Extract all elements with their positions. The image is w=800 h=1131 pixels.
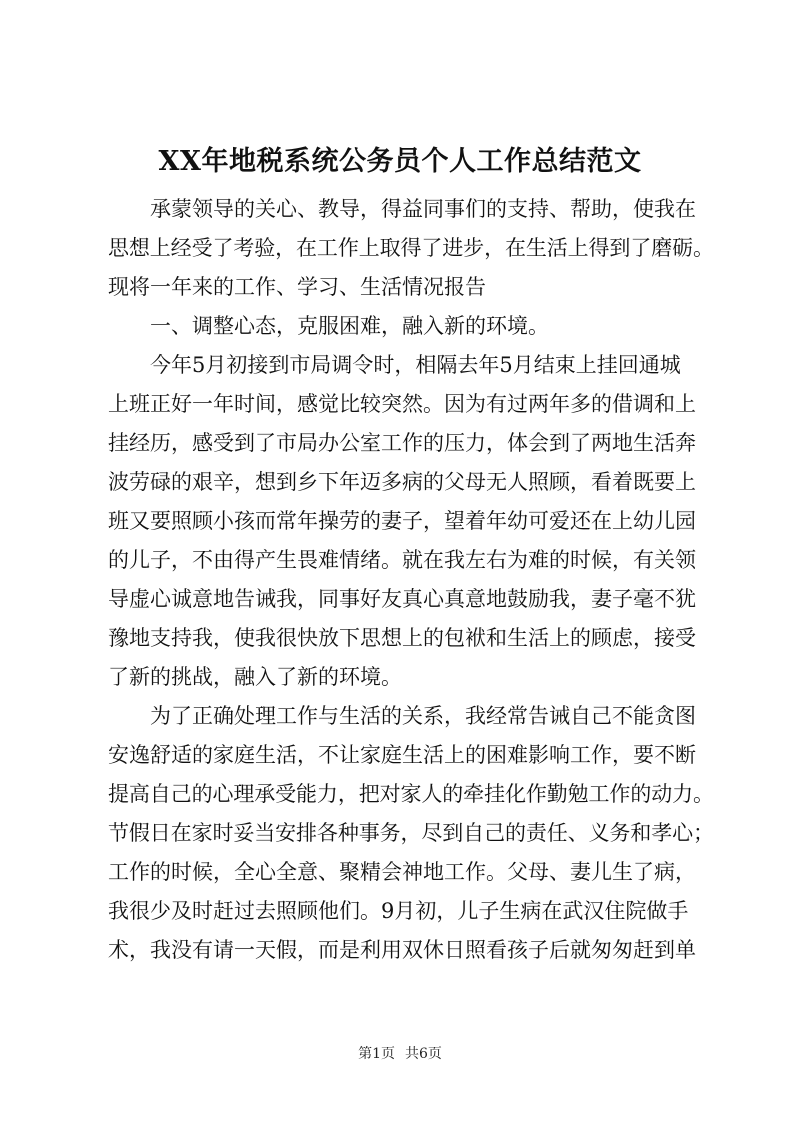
body-line: 节假日在家时妥当安排各种事务，尽到自己的责任、义务和孝心； (108, 821, 714, 845)
page-footer (0, 1044, 800, 1064)
body-line: 班又要照顾小孩而常年操劳的妻子，望着年幼可爱还在上幼儿园 (108, 509, 696, 533)
body-line: 今年5月初接到市局调令时，相隔去年5月结束上挂回通城 (108, 353, 681, 377)
document-title: XX年地税系统公务员个人工作总结范文 (158, 146, 642, 177)
body-line: 一、调整心态，克服困难，融入新的环境。 (108, 314, 549, 338)
body-line: 上班正好一年时间，感觉比较突然。因为有过两年多的借调和上 (108, 392, 696, 416)
body-line: 我很少及时赶过去照顾他们。9月初，儿子生病在武汉住院做手 (108, 899, 689, 923)
body-line: 承蒙领导的关心、教导，得益同事们的支持、帮助，使我在 (108, 197, 696, 221)
body-line: 工作的时候，全心全意、聚精会神地工作。父母、妻儿生了病， (108, 860, 696, 884)
document-body (108, 190, 714, 970)
page-number: 第1页 (358, 1046, 395, 1062)
body-line: 导虚心诚意地告诫我，同事好友真心真意地鼓励我，妻子毫不犹 (108, 587, 696, 611)
body-line: 提高自己的心理承受能力，把对家人的牵挂化作勤勉工作的动力。 (108, 782, 714, 806)
body-line: 的儿子，不由得产生畏难情绪。就在我左右为难的时候，有关领 (108, 548, 696, 572)
body-line: 挂经历，感受到了市局办公室工作的压力，体会到了两地生活奔 (108, 431, 696, 455)
page-total: 共6页 (405, 1046, 442, 1062)
body-line: 现将一年来的工作、学习、生活情况报告 (108, 275, 486, 299)
body-line: 豫地支持我，使我很快放下思想上的包袱和生活上的顾虑，接受 (108, 626, 696, 650)
body-line: 安逸舒适的家庭生活，不让家庭生活上的困难影响工作，要不断 (108, 743, 696, 767)
body-line: 思想上经受了考验，在工作上取得了进步，在生活上得到了磨砺。 (108, 236, 714, 260)
body-line: 了新的挑战，融入了新的环境。 (108, 665, 402, 689)
body-line: 波劳碌的艰辛，想到乡下年迈多病的父母无人照顾，看着既要上 (108, 470, 696, 494)
body-line: 术，我没有请一天假，而是利用双休日照看孩子后就匆匆赶到单 (108, 938, 696, 962)
body-line: 为了正确处理工作与生活的关系，我经常告诫自己不能贪图 (108, 704, 696, 728)
